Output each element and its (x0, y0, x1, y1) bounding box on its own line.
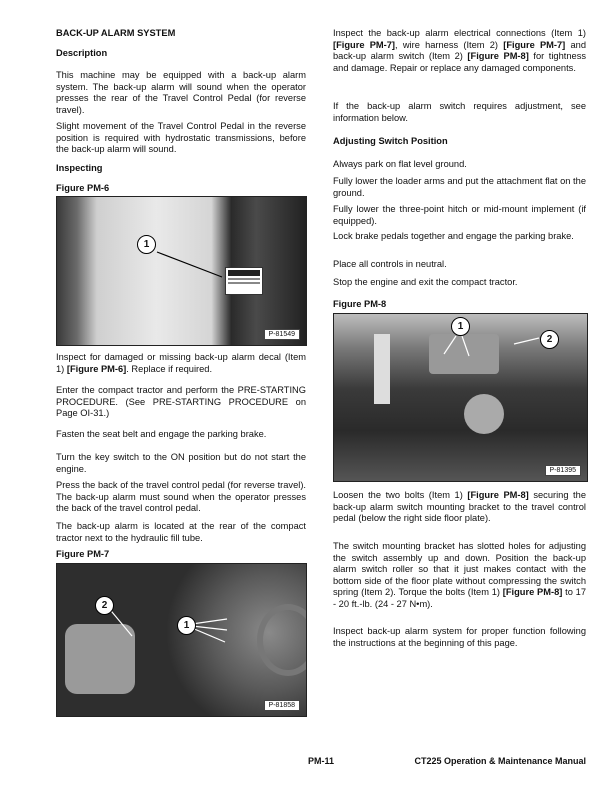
figure-pm7-caption: Figure PM-7 (56, 549, 110, 559)
figure-reference: [Figure PM-6] (66, 363, 127, 374)
inspecting-heading: Inspecting (56, 163, 103, 173)
text-segment: securing the back-up alarm switch mounting bracket to the travel control pedal (below the right side floor plate). (333, 490, 586, 524)
callout-1: 1 (451, 317, 470, 336)
section-title: BACK-UP ALARM SYSTEM (56, 28, 176, 38)
adjustment-note-paragraph: If the back-up alarm switch requires adjustment, see information below. (333, 101, 586, 123)
inspect-decal-paragraph (56, 352, 306, 375)
figure-reference: [Figure PM-8] (467, 490, 529, 500)
figure-reference: [Figure PM-7] (503, 39, 566, 50)
figure-reference: [Figure PM-8] (467, 51, 529, 62)
alarm-location-paragraph: The back-up alarm is located at the rear of the compact tractor next to the hydraulic fill tube. (56, 521, 306, 543)
step-4: Lock brake pedals together and engage the parking brake. (333, 231, 574, 241)
adjusting-heading: Adjusting Switch Position (333, 136, 448, 146)
text-segment: and back-up alarm switch (Item 2) (333, 39, 586, 62)
text-segment: Inspect the back-up alarm electrical connections (Item 1) (333, 28, 586, 38)
photo-id-label: P-81549 (264, 329, 300, 340)
step-5: Place all controls in neutral. (333, 259, 447, 269)
step-2: Fully lower the loader arms and put the attachment flat on the ground. (333, 176, 586, 198)
loosen-bolts-paragraph (333, 490, 586, 525)
figure-pm8-caption: Figure PM-8 (333, 299, 387, 309)
figure-pm7-photo (56, 563, 307, 717)
step-6: Stop the engine and exit the compact tractor. (333, 277, 518, 287)
turn-key-paragraph: Turn the key switch to the ON position but do not start the engine. (56, 452, 306, 474)
text-segment: to 17 - 20 ft.-lb. (24 - 27 N•m). (333, 587, 586, 609)
figure-reference: [Figure PM-7] (333, 39, 396, 50)
figure-reference: [Figure PM-8] (502, 587, 563, 598)
callout-1: 1 (177, 616, 196, 635)
description-paragraph-2: Slight movement of the Travel Control Pedal in the reverse position is required with hydrostatic transmissions, before the back-up alarm will sound. (56, 121, 306, 155)
photo-id-label: P-81395 (545, 465, 581, 476)
final-inspect-paragraph: Inspect back-up alarm system for proper function following the instructions at the beginning of this page. (333, 626, 586, 648)
press-pedal-paragraph: Press the back of the travel control pedal (for reverse travel). The back-up alarm must sound when the operator presses the back of the travel control pedal. (56, 480, 306, 514)
manual-title: CT225 Operation & Maintenance Manual (414, 756, 586, 766)
text-segment: Inspect for damaged or missing back-up alarm decal (Item 1) (56, 352, 306, 374)
description-paragraph: This machine may be equipped with a back-up alarm system. The back-up alarm will sound when the operator presses the rear of the Travel Control Pedal (for reverse travel). (56, 70, 306, 115)
text-segment: The switch mounting bracket has slotted holes for adjusting the switch assembly up and down. Position the back-up alarm switch roller so that it just makes contact with the bottom side of the floor plate without compressing the switch spring (Item 2). Torque the bolts (Item 1) (333, 541, 586, 598)
step-3: Fully lower the three-point hitch or mid-mount implement (if equipped). (333, 204, 586, 226)
step-1: Always park on flat level ground. (333, 159, 467, 169)
page-number: PM-11 (308, 756, 335, 766)
text-segment: for tightness and damage. Repair or replace any damaged components. (333, 51, 586, 73)
callout-1: 1 (137, 235, 156, 254)
fasten-paragraph: Fasten the seat belt and engage the parking brake. (56, 429, 267, 439)
callout-2: 2 (95, 596, 114, 615)
enter-tractor-paragraph: Enter the compact tractor and perform the PRE-STARTING PROCEDURE. (See PRE-STARTING PROCEDURE on Page OI-31.) (56, 385, 306, 419)
figure-pm8-photo (333, 313, 588, 482)
photo-id-label: P-81858 (264, 700, 300, 711)
text-segment: , wire harness (Item 2) (395, 39, 504, 50)
switch-bracket-paragraph (333, 541, 586, 611)
text-segment: . Replace if required. (126, 363, 213, 374)
figure-pm6-caption: Figure PM-6 (56, 183, 110, 193)
text-segment: Loosen the two bolts (Item 1) (333, 490, 468, 500)
description-heading: Description (56, 48, 108, 58)
callout-2: 2 (540, 330, 559, 349)
figure-pm6-photo (56, 196, 307, 346)
inspect-connections-paragraph (333, 28, 586, 74)
